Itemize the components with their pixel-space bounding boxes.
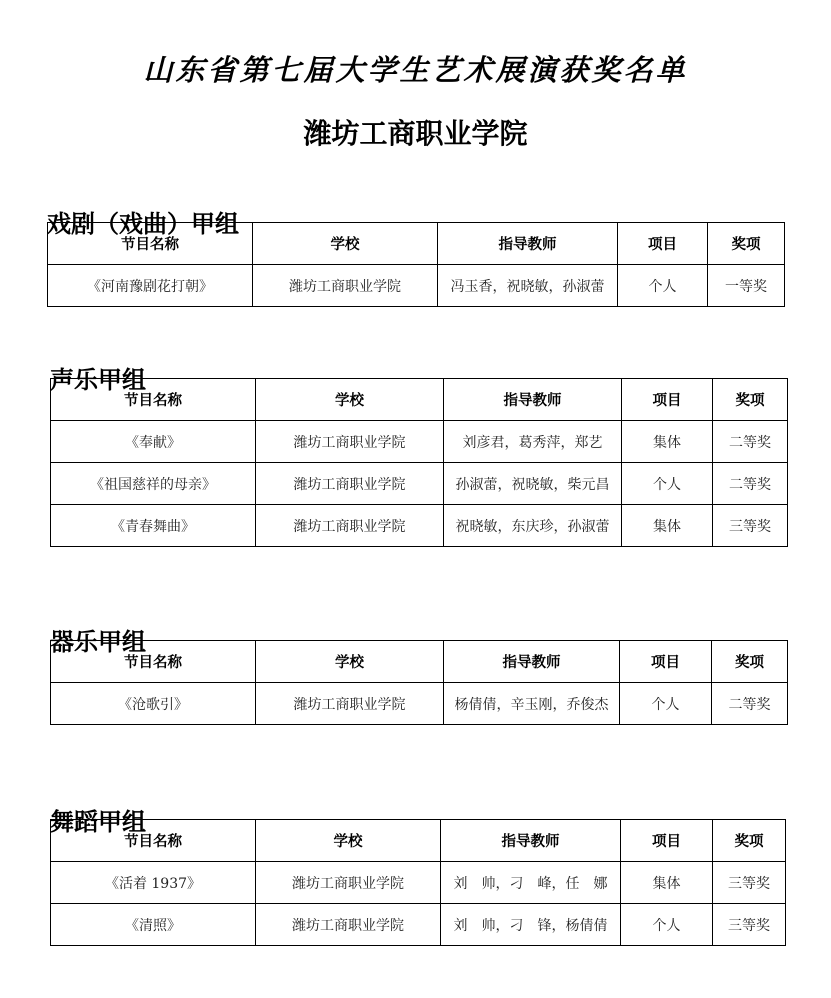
table-header-row [51, 641, 788, 683]
category-cell: 集体 [621, 862, 713, 904]
table-header-row [48, 223, 785, 265]
section-title: 舞蹈甲组 [50, 807, 146, 836]
category-cell: 集体 [622, 505, 713, 547]
section-title: 声乐甲组 [50, 365, 146, 394]
column-header: 节目名称 [51, 379, 256, 421]
instructors-cell: 刘彦君，葛秀萍，郑艺 [444, 421, 622, 463]
column-header: 奖项 [708, 223, 785, 265]
table-row [51, 463, 788, 505]
column-header: 学校 [256, 820, 441, 862]
program-name-cell: 《沧歌引》 [51, 683, 256, 725]
column-header: 奖项 [713, 820, 786, 862]
category-cell: 个人 [622, 463, 713, 505]
award-table [50, 819, 786, 946]
category-cell: 个人 [621, 904, 713, 946]
award-cell: 二等奖 [712, 683, 788, 725]
program-name-cell: 《清照》 [51, 904, 256, 946]
award-cell: 一等奖 [708, 265, 785, 307]
program-name-cell: 《活着 1937》 [51, 862, 256, 904]
table-header-row [51, 379, 788, 421]
program-name-cell: 《奉献》 [51, 421, 256, 463]
table-row [48, 265, 785, 307]
instructors-cell: 刘 帅，刁 峰，任 娜 [441, 862, 621, 904]
school-cell: 潍坊工商职业学院 [256, 683, 444, 725]
column-header: 节目名称 [48, 223, 253, 265]
column-header: 学校 [256, 641, 444, 683]
instructors-cell: 孙淑蕾，祝晓敏，柴元昌 [444, 463, 622, 505]
award-cell: 二等奖 [713, 421, 788, 463]
column-header: 指导教师 [444, 379, 622, 421]
instructors-cell: 杨倩倩，辛玉刚，乔俊杰 [444, 683, 620, 725]
school-cell: 潍坊工商职业学院 [256, 463, 444, 505]
school-cell: 潍坊工商职业学院 [253, 265, 438, 307]
column-header: 学校 [253, 223, 438, 265]
award-table [50, 640, 788, 725]
table-row [51, 904, 786, 946]
school-cell: 潍坊工商职业学院 [256, 904, 441, 946]
main-title: 山东省第七届大学生艺术展演获奖名单 [143, 53, 688, 87]
section-title: 戏剧（戏曲）甲组 [47, 209, 239, 238]
column-header: 指导教师 [444, 641, 620, 683]
instructors-cell: 冯玉香，祝晓敏，孙淑蕾 [438, 265, 618, 307]
program-name-cell: 《祖国慈祥的母亲》 [51, 463, 256, 505]
column-header: 节目名称 [51, 641, 256, 683]
school-cell: 潍坊工商职业学院 [256, 505, 444, 547]
school-title: 潍坊工商职业学院 [303, 117, 528, 150]
table-row [51, 421, 788, 463]
column-header: 节目名称 [51, 820, 256, 862]
table-row [51, 683, 788, 725]
award-cell: 二等奖 [713, 463, 788, 505]
program-name-cell: 《河南豫剧花打朝》 [48, 265, 253, 307]
column-header: 奖项 [712, 641, 788, 683]
school-cell: 潍坊工商职业学院 [256, 421, 444, 463]
award-table [47, 222, 785, 307]
award-cell: 三等奖 [713, 862, 786, 904]
section-title: 器乐甲组 [50, 627, 146, 656]
table-row [51, 505, 788, 547]
column-header: 项目 [621, 820, 713, 862]
school-cell: 潍坊工商职业学院 [256, 862, 441, 904]
column-header: 项目 [622, 379, 713, 421]
table-row [51, 862, 786, 904]
instructors-cell: 祝晓敏，东庆珍，孙淑蕾 [444, 505, 622, 547]
column-header: 学校 [256, 379, 444, 421]
award-cell: 三等奖 [713, 505, 788, 547]
program-name-cell: 《青春舞曲》 [51, 505, 256, 547]
category-cell: 个人 [620, 683, 712, 725]
column-header: 指导教师 [438, 223, 618, 265]
award-cell: 三等奖 [713, 904, 786, 946]
column-header: 项目 [620, 641, 712, 683]
instructors-cell: 刘 帅，刁 锋，杨倩倩 [441, 904, 621, 946]
category-cell: 个人 [618, 265, 708, 307]
column-header: 指导教师 [441, 820, 621, 862]
table-header-row [51, 820, 786, 862]
column-header: 项目 [618, 223, 708, 265]
award-table [50, 378, 788, 547]
column-header: 奖项 [713, 379, 788, 421]
category-cell: 集体 [622, 421, 713, 463]
